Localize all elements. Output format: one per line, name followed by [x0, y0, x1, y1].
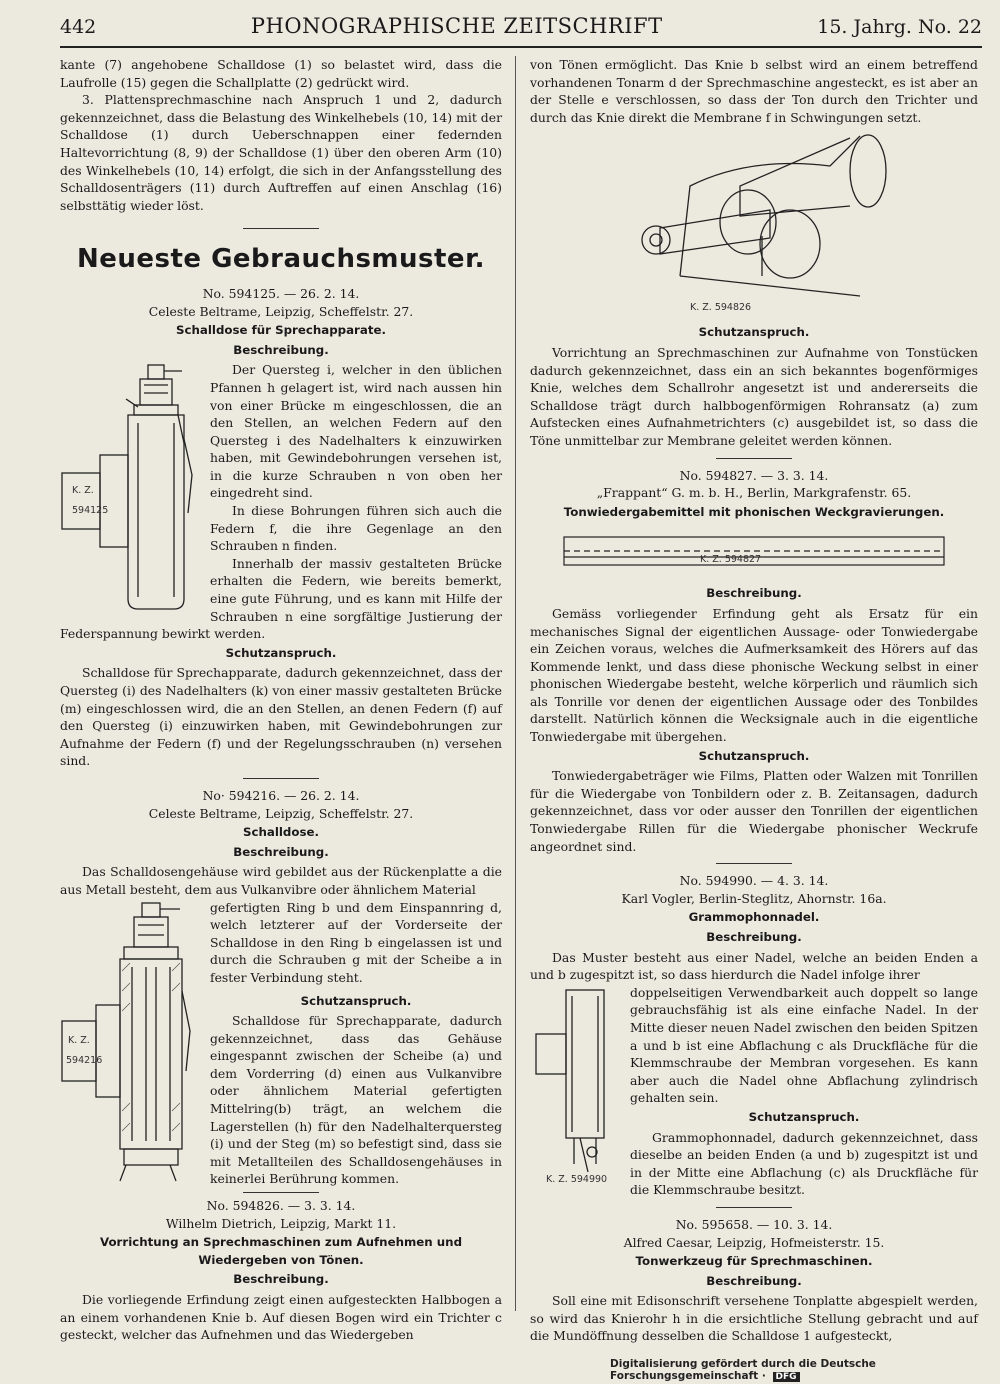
- paragraph: Innerhalb der massiv gestalteten Brücke erhalten die Federn, wie bereits bemerkt, eine gute Führung, und es kann mit Hilfe der Schrauben n eine sorgfältige Justierung der Federspannung bewirkt werden.: [60, 555, 502, 642]
- section-heading: Schutzanspruch.: [698, 325, 810, 340]
- paragraph: Der Quersteg i, welcher in den üblichen Pfannen h gelagert ist, wird nach aussen hin von einer Brücke m eingeschlossen, die an den Stellen, an welchen Federn auf den Quersteg i des Nadelhalters k einzuwirken haben, mit Gewindebohrungen versehen ist, in die kurze Schrauben n von oben her eingedreht sind.: [210, 362, 502, 501]
- entry-title: Schalldose.: [243, 825, 319, 840]
- paragraph: Schalldose für Sprechapparate, dadurch gekennzeichnet, dass der Quersteg (i) des Nadelhalters (k) von einer massiv gestalteten Brücke (m) eingeschlossen wird, die an den Stellen, an denen Federn (f) auf den Quersteg (i) einzuwirken haben, mit Gewindebohrungen zur Aufnahme der Federn (f) und der Regelungsschrauben (n) versehen sind.: [60, 665, 502, 769]
- issue-label: 15. Jahrg. No. 22: [817, 16, 982, 38]
- divider: [716, 458, 792, 459]
- paragraph: gefertigten Ring b und dem Einspannring d, welch letzterer auf der Vorderseite der Schalldose in den Ring b eingelassen ist und durch die Schrauben g mit der Scheibe a in fester Verbindung steht.: [210, 899, 502, 985]
- entry-owner: Wilhelm Dietrich, Leipzig, Markt 11.: [165, 1215, 397, 1231]
- dfg-logo: DFG: [773, 1372, 800, 1382]
- divider: [243, 1192, 319, 1193]
- section-heading: Beschreibung.: [706, 1273, 802, 1288]
- paragraph: Das Muster besteht aus einer Nadel, welche an beiden Enden a und b zugespitzt ist, so dass hierdurch die Nadel infolge ihrer: [530, 949, 978, 983]
- divider: [243, 778, 319, 779]
- figure-label: K. Z. 594827: [700, 554, 762, 566]
- figure-label: K. Z. 594990: [546, 1173, 608, 1185]
- entry-owner: Celeste Beltrame, Leipzig, Scheffelstr. 27.: [148, 805, 414, 821]
- divider: [716, 1207, 792, 1208]
- figure-grammophonnadel-594990: [530, 986, 620, 1186]
- section-heading: Beschreibung.: [233, 844, 329, 859]
- figure-schalldose-594125: [60, 363, 200, 621]
- section-heading: Schutzanspruch.: [698, 748, 810, 763]
- entry-owner: Celeste Beltrame, Leipzig, Scheffelstr. 27.: [148, 303, 414, 319]
- paragraph: Die vorliegende Erfindung zeigt einen aufgesteckten Halbbogen a an einem vorhandenen Knie b. Auf diesen Bogen wird ein Trichter c gesteckt, welcher das Aufnehmen und das Wiedergeben: [60, 1292, 502, 1343]
- figure-label: 594216: [66, 1054, 103, 1066]
- paragraph: kante (7) angehobene Schalldose (1) so belastet wird, dass die Laufrolle (15) gegen die Schallplatte (2) gedrückt wird.: [60, 57, 502, 90]
- section-heading: Beschreibung.: [233, 342, 329, 357]
- figure-label: K. Z.: [68, 1034, 90, 1046]
- paragraph: In diese Bohrungen führen sich auch die Federn f, die ihre Gegenlage an den Schrauben n finden.: [210, 503, 502, 554]
- figure-label: K. Z.: [72, 485, 94, 497]
- entry-number: No· 594216. — 26. 2. 14.: [202, 787, 360, 803]
- entry-owner: Alfred Caesar, Leipzig, Hofmeisterstr. 15.: [623, 1234, 885, 1250]
- paragraph: Schalldose für Sprechapparate, dadurch gekennzeichnet, dass das Gehäuse eingespannt zwischen der Scheibe (a) und dem Vorderring (d) einen aus Vulkanvibre oder ähnlichem Material gefertigten Mittelring(b) trägt, an welchem die Lagerstellen (h) für den Nadelhalterquersteg (i) und der Steg (m) so befestigt sind, dass sie mit Metallteilen des Schalldosengehäuses in keinerlei Berührung kommen.: [210, 1013, 502, 1187]
- paragraph: Grammophonnadel, dadurch gekennzeichnet, dass dieselbe an beiden Enden (a und b) zugespitzt ist und in der Mitte eine Abflachung (c) als Druckfläche für die Klemmschraube besitzt.: [630, 1129, 978, 1198]
- column-divider: [515, 56, 516, 1311]
- paragraph: doppelseitigen Verwendbarkeit auch doppelt so lange gebrauchsfähig ist als eine einfache Nadel. In der Mitte dieser neuen Nadel zwischen den beiden Spitzen a und b ist eine Abflachung c als Druckfläche für die Klemmschraube der Membran vorgesehen. Es kann aber auch die Nadel ohne Abflachung zylindrisch gehalten sein.: [630, 984, 978, 1106]
- paragraph: Vorrichtung an Sprechmaschinen zur Aufnahme von Tonstücken dadurch gekennzeichnet, dass ein an sich bekanntes bogenförmiges Knie, welches dem Schallrohr angesetzt ist und andererseits die Schalldose trägt durch halbbogenförmigen Rohransatz (a) zum Aufstecken eines Aufnahmetrichters (c) ausgebildet ist, so dass die Töne unmittelbar zur Membrane geleitet werden können.: [530, 344, 978, 448]
- figure-tonwiedergabe-594827: [530, 523, 978, 583]
- entry-title: Tonwiedergabemittel mit phonischen Weckgravierungen.: [563, 504, 945, 519]
- paragraph: Tonwiedergabeträger wie Films, Platten oder Walzen mit Tonrillen für die Wiedergabe von Tonbildern oder z. B. Zeitansagen, dadurch gekennzeichnet, dass vor oder ausser den Tonrillen der eigentlichen Tonwiedergabe Rillen für die Wiedergabe phonischer Weckrufe angeordnet sind.: [530, 768, 978, 854]
- section-heading: Beschreibung.: [233, 1272, 329, 1287]
- section-heading: Schutzanspruch.: [748, 1109, 860, 1124]
- journal-title: PHONOGRAPHISCHE ZEITSCHRIFT: [250, 14, 663, 38]
- entry-number: No. 595658. — 10. 3. 14.: [675, 1216, 833, 1232]
- entry-title: Grammophonnadel.: [688, 910, 820, 925]
- section-heading: Schutzanspruch.: [225, 645, 337, 660]
- footer-text: Digitalisierung gefördert durch die Deutsche Forschungsgemeinschaft ·: [610, 1358, 876, 1382]
- paragraph: Gemäss vorliegender Erfindung geht als Ersatz für ein mechanisches Signal der eigentlichen Aussage- oder Tonwiedergabe ein Zeichen voraus, welches die Aufmerksamkeit des Hörers auf das Kommende lenkt, und dass diese phonische Weckung selbst in einer phonischen Wiedergabe besteht, welche körperlich und räumlich sich als Tonrille vor denen der eigentlichen Aussage oder des Tonbildes darstellt. Natürlich können die Wecksignale auch in die eigentliche Tonwiedergabe mit übergehen.: [530, 605, 978, 745]
- page-number: 442: [60, 16, 97, 38]
- figure-label: 594125: [72, 505, 109, 517]
- figure-schalldose-594216: [60, 901, 200, 1185]
- section-heading: Beschreibung.: [706, 930, 802, 944]
- paragraph: Das Schalldosengehäuse wird gebildet aus der Rückenplatte a die aus Metall besteht, dem aus Vulkanvibre oder ähnlichem Material: [60, 864, 502, 897]
- entry-number: No. 594990. — 4. 3. 14.: [679, 873, 829, 889]
- section-heading: Beschreibung.: [706, 586, 802, 601]
- footer-credit: [610, 1358, 1000, 1382]
- figure-sprechmaschine-594826: [530, 126, 978, 322]
- paragraph: von Tönen ermöglicht. Das Knie b selbst wird an einem betreffend vorhandenen Tonarm d der Sprechmaschine angesteckt, es ist aber an der Stelle e verschlossen, so dass der Ton durch den Trichter und durch das Knie direkt die Membrane f in Schwingungen setzt.: [530, 57, 978, 125]
- paragraph: Soll eine mit Edisonschrift versehene Tonplatte abgespielt werden, so wird das Knierohr h in die ersichtliche Stellung gebracht und auf die Mundöffnung desselben die Schalldose 1 aufgesteckt,: [530, 1293, 978, 1344]
- entry-title: Schalldose für Sprechapparate.: [176, 323, 386, 338]
- entry-number: No. 594826. — 3. 3. 14.: [206, 1198, 356, 1214]
- entry-number: No. 594125. — 26. 2. 14.: [202, 285, 360, 301]
- entry-title: Tonwerkzeug für Sprechmaschinen.: [635, 1254, 873, 1269]
- entry-title: Vorrichtung an Sprechmaschinen zum Aufnehmen und Wiedergeben von Tönen.: [99, 1235, 463, 1267]
- left-column: [60, 56, 502, 1344]
- divider: [243, 228, 319, 229]
- paragraph: 3. Plattensprechmaschine nach Anspruch 1 und 2, dadurch gekennzeichnet, dass die Belastung des Winkelhebels (10, 14) mit der Schalldose (1) durch Ueberschnappen einer federnden Haltevorrichtung (8, 9) der Schalldose (1) über den oberen Arm (10) des Winkelhebels (10, 14) erfolgt, die sich in der Anfangsstellung des Schalldosenträgers (11) durch Auftreffen auf einen Anschlag (16) selbsttätig wieder löst.: [60, 92, 502, 213]
- entry-number: No. 594827. — 3. 3. 14.: [679, 467, 829, 483]
- entry-owner: „Frappant“ G. m. b. H., Berlin, Markgrafenstr. 65.: [596, 485, 912, 501]
- entry-owner: Karl Vogler, Berlin-Steglitz, Ahornstr. 16a.: [621, 890, 887, 906]
- divider: [716, 863, 792, 864]
- right-column: [530, 56, 978, 1345]
- section-title: Neueste Gebrauchsmuster.: [76, 244, 486, 275]
- figure-label: K. Z. 594826: [690, 302, 752, 314]
- section-heading: Schutzanspruch.: [300, 993, 412, 1008]
- page-header: [60, 14, 982, 48]
